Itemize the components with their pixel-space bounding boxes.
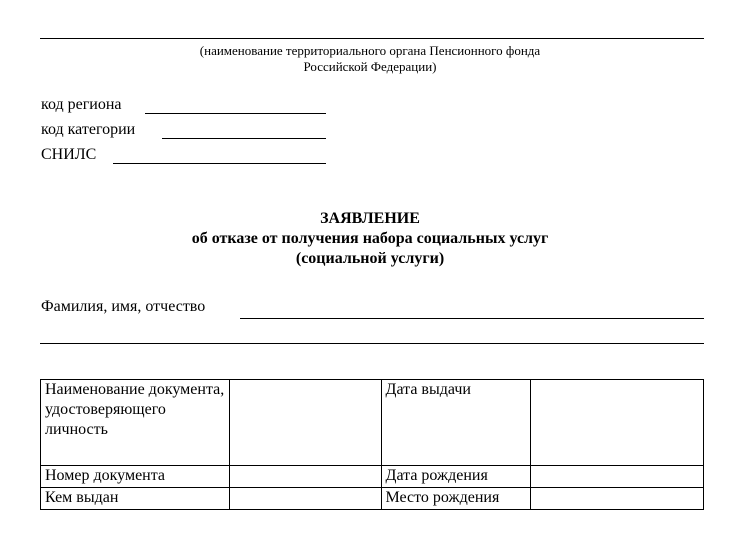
category-code-label: код категории	[41, 121, 136, 138]
snils-label: СНИЛС	[41, 146, 97, 163]
fio-line-2[interactable]	[40, 343, 704, 344]
document-name-label: Наименование документа, удостоверяющего личность	[41, 380, 230, 466]
issued-by-value[interactable]	[229, 488, 381, 510]
title-line3: (социальной услуги)	[295, 250, 445, 267]
birth-place-label: Место рождения	[381, 488, 531, 510]
document-number-value[interactable]	[229, 466, 381, 488]
fio-line-1[interactable]	[240, 318, 704, 319]
fio-label: Фамилия, имя, отчество	[41, 298, 206, 315]
identity-document-table	[40, 379, 704, 510]
birth-place-value[interactable]	[531, 488, 704, 510]
category-code-blank[interactable]	[162, 138, 326, 139]
table-row	[41, 380, 704, 466]
snils-field	[41, 145, 341, 167]
issue-date-value[interactable]	[531, 380, 704, 466]
title-line2: об отказе от получения набора социальных услуг	[191, 230, 549, 247]
snils-blank[interactable]	[113, 163, 326, 164]
birth-date-label: Дата рождения	[381, 466, 531, 488]
organ-caption-line1: (наименование территориального органа Пенсионного фонда	[199, 43, 541, 58]
title-line1: ЗАЯВЛЕНИЕ	[320, 210, 420, 227]
organ-caption	[150, 43, 590, 75]
issued-by-label: Кем выдан	[41, 488, 230, 510]
document-name-value[interactable]	[229, 380, 381, 466]
issue-date-label: Дата выдачи	[381, 380, 531, 466]
birth-date-value[interactable]	[531, 466, 704, 488]
table-row	[41, 488, 704, 510]
table-row	[41, 466, 704, 488]
region-code-blank[interactable]	[145, 113, 326, 114]
organ-caption-line2: Российской Федерации)	[303, 59, 437, 74]
organ-name-line[interactable]	[40, 38, 704, 39]
document-number-label: Номер документа	[41, 466, 230, 488]
document-title	[100, 209, 640, 269]
region-code-field	[41, 95, 341, 117]
region-code-label: код региона	[41, 96, 122, 113]
category-code-field	[41, 120, 341, 142]
